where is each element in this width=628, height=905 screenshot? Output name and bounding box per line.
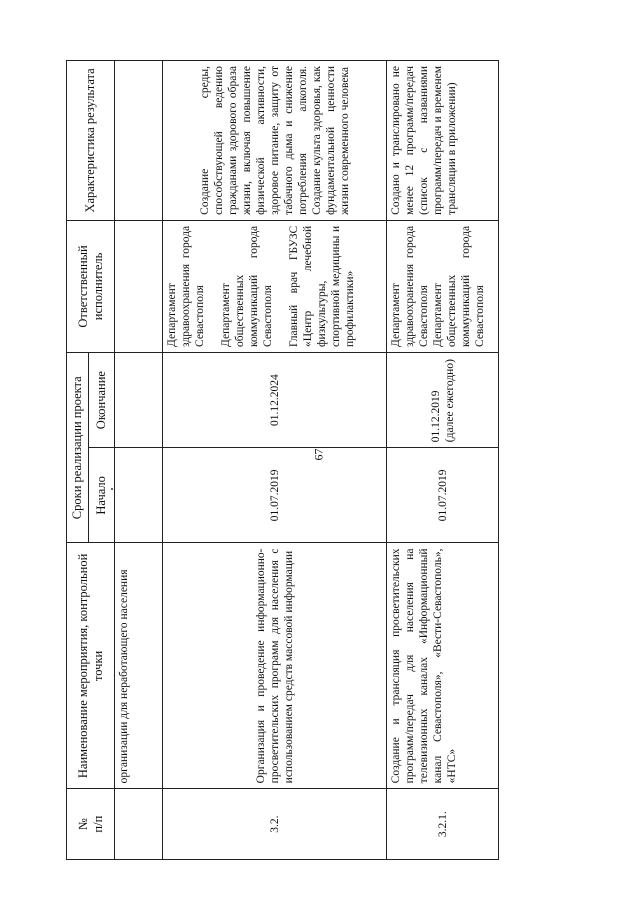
row-1-start: 01.07.2019 [163, 448, 387, 543]
header-start: Начало [89, 448, 115, 543]
row-2-responsible [387, 220, 499, 352]
table-row [163, 61, 387, 860]
header-responsible: Ответственный исполнитель [67, 220, 115, 352]
table-row [387, 61, 499, 860]
project-plan-table [66, 60, 499, 860]
row-1-responsible-item: Департамент общественных коммуникаций города Севастополя [220, 225, 274, 347]
rotated-table-container [66, 60, 546, 860]
row-1-responsible-item: Главный врач ГБУЗС «Центр лечебной физкультуры, спортивной медицины и профилактики» [288, 225, 356, 347]
row-2-name: Создание и трансляция просветительских программ/передач для населения на телевизионных каналах «Информационный канал Севастополя», «Вести-Севастополь», «НТС» [387, 543, 499, 789]
row-1-result: Создание среды, способствующей ведению гражданами здорового образа жизни, включая повышение физической активности, здоровое питание, защиту от табачного дыма и снижение потребления алкоголя. Создание культа здоровья, как фундаментальной ценности жизни современного человека [163, 61, 387, 221]
row-0-num [115, 789, 163, 860]
row-2-responsible-item: Департамент общественных коммуникаций города Севастополя [432, 225, 486, 347]
header-terms: Сроки реализации проекта [67, 352, 89, 543]
row-1-responsible [163, 220, 387, 352]
row-0-responsible [115, 220, 163, 352]
row-2-result: Создано и транслировано не менее 12 программ/передач (список с названиями программ/передач и временем трансляции в приложении) [387, 61, 499, 221]
row-0-name: организации для неработающего населения [115, 543, 163, 789]
row-1-end: 01.12.2024 [163, 352, 387, 447]
row-0-end [115, 352, 163, 447]
page-number: 67 [311, 448, 326, 461]
header-num-line2: п/п [90, 815, 105, 833]
row-2-num: 3.2.1. [387, 789, 499, 860]
header-result: Характеристика результата [67, 61, 115, 221]
table-row [115, 61, 163, 860]
row-1-responsible-item: Департамент здравоохранения города Севастополя [166, 225, 206, 347]
header-name: Наименование мероприятия, контрольной точки [67, 543, 115, 789]
header-num-line1: № [75, 818, 90, 831]
row-1-name: Организация и проведение информационно-просветительских программ для населения с использованием средств массовой информации [163, 543, 387, 789]
row-0-start [115, 448, 163, 543]
row-2-start: 01.07.2019 [387, 448, 499, 543]
header-end: Окончание [89, 352, 115, 447]
row-2-end: 01.12.2019 (далее ежегодно) [387, 352, 499, 447]
header-num [67, 789, 115, 860]
row-2-responsible-item: Департамент здравоохранения города Севастополя [390, 225, 430, 347]
row-1-num: 3.2. [163, 789, 387, 860]
row-0-result [115, 61, 163, 221]
